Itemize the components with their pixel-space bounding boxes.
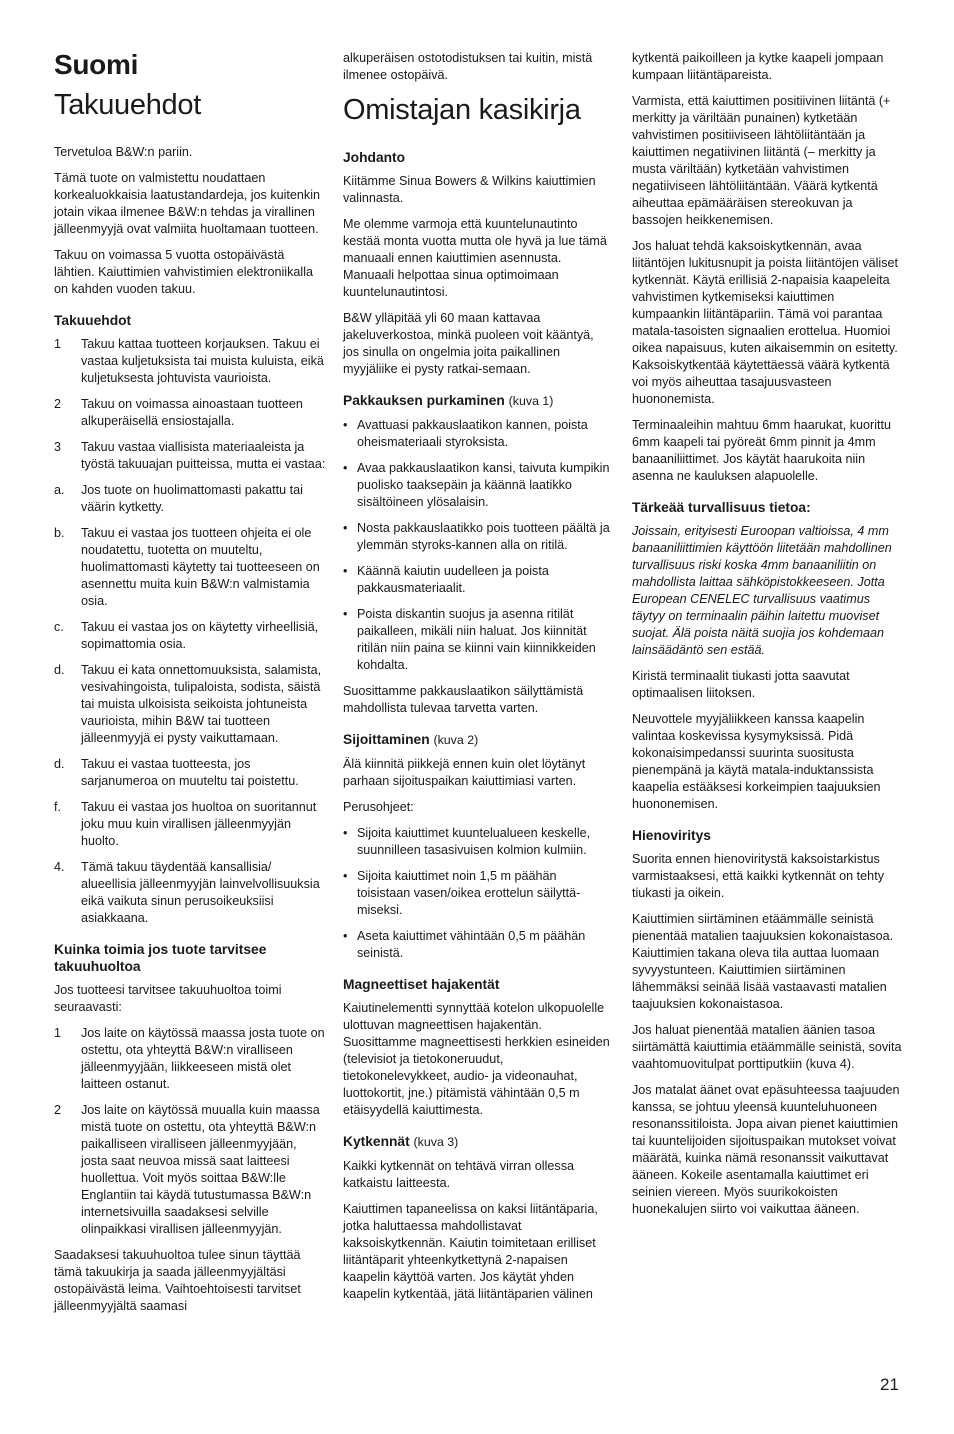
bullet-icon: • [343,564,348,578]
bullet-item [343,606,611,674]
bullet-icon: • [343,929,348,943]
item-text: Takuu ei vastaa tuotteesta, jos sarjanumeroa on muuteltu tai poistettu. [81,757,299,788]
bullet-icon: • [343,869,348,883]
item-number: 3 [54,440,62,454]
paragraph: Saadaksesi takuuhuoltoa tulee sinun täyttää tämä takuukirja ja saada jälleenmyyjältäsi ostopäivästä leima. Vaihtoehtoisesti tarvitset jälleenmyyjältä saamasi [54,1248,301,1313]
column-owners-manual [343,50,611,1312]
numbered-item [54,1025,326,1093]
item-number: d. [54,663,65,677]
numbered-item [54,482,326,516]
subsection-heading-text: Sijoittaminen [343,732,430,747]
figure-reference: (kuva 3) [413,1135,459,1149]
paragraph: Jos haluat tehdä kaksoiskytkennän, avaa liitäntöjen lukitusnupit ja poista liitäntöjen väliset kytkennät. Käytä erillisiä 2-napaisia kaapeleita vahvistimen kytkemiseksi kaiuttimen kumpaankin liitäntäpariin. Tämä voi parantaa matala-tasoisten signaalien erottelua. Huomioi oikea napaisuus, kuten aikaisemmin on esitetty. Kaksoiskytkentää käytettäessä väärä kytkentä voi myös aiheuttaa tasajuusvasteen huononemista. [632,239,899,406]
item-text: Nosta pakkauslaatikko pois tuotteen päältä ja ylemmän styroks-kannen alla on ritilä. [357,521,610,552]
paragraph: Jos tuotteesi tarvitsee takuuhuoltoa toimi seuraavasti: [54,983,282,1014]
paragraph: alkuperäisen ostotodistuksen tai kuitin, mistä ilmenee ostopäivä. [343,51,593,82]
item-text: Takuu ei vastaa jos tuotteen ohjeita ei ole noudatettu, tuotetta on muuteltu, huolimattomasti käytetty tai tuotteeseen on asennettu muita kuin B&W:n valmistamia osia. [81,526,320,608]
page-number: 21 [880,1375,899,1394]
bullet-item [343,928,611,962]
item-number: b. [54,526,65,540]
paragraph: kytkentä paikoilleen ja kytke kaapeli jompaan kumpaan liitäntäpareista. [632,51,884,82]
item-number: 1 [54,1026,62,1040]
paragraph: Kaiutinelementti synnyttää kotelon ulkopuolelle ulottuvan magneettisen hajakentän. Suosittamme magneettisesti herkkien esineiden (televisiot ja tietokoneruudut, tietokonelevykkeet, audio- ja videonauhat, luottokortit, jne.) pitämistä vähintään 0,5 m etäisyydellä kaiuttimesta. [343,1001,610,1117]
paragraph: Älä kiinnitä piikkejä ennen kuin olet löytänyt parhaan sijoituspaikan kaiuttimiasi varten. [343,757,586,788]
subsection-heading-text: Kytkennät [343,1134,410,1149]
paragraph: Perusohjeet: [343,800,414,814]
item-number: f. [54,800,61,814]
paragraph: Jos matalat äänet ovat epäsuhteessa taajuuden kanssa, se johtuu yleensä kuunteluhuoneen resonanssitiloista. Jopa aivan pienet kaiuttimien tai kuuntelijoiden sijoituspaikan mutokset voivat määrätä, kuinka nämä resonanssit vaikuttavat ääneen. Kokeile asentamalla kaiuttimet eri seinien viereen. Myös suurikokoisten huonekalujen siirto voi vaikuttaa ääneen. [632,1083,900,1216]
subsection-heading [54,312,326,329]
italic-paragraph: Joissain, erityisesti Euroopan valtioissa, 4 mm banaaniliittimien käyttöön liitetään mahdollinen turvallisuus riski koska 4mm banaaniliitin on mahdollista laittaa sähköpistokkeeseen. Jotta European CENELEC turvallisuus vaatimus täytyy on terminaalin päihin laitettu muoviset suojat. Älä poista näitä suojia jos kohdemaan lainsäädäntö sen estää. [632,524,892,657]
bullet-icon: • [343,521,348,535]
figure-reference: (kuva 2) [433,733,479,747]
numbered-item [54,799,326,850]
subsection-heading-text: Takuuehdot [54,313,132,328]
language-heading: Suomi [54,49,139,80]
item-text: Tämä takuu täydentää kansallisia/ alueellisia jälleenmyyjän lainvelvollisuuksia eikä vaikuta sinun perusoikeuksiisi asiakkaana. [81,860,320,925]
bullet-item [343,417,611,451]
paragraph: Tervetuloa B&W:n pariin. [54,145,193,159]
item-text: Takuu ei vastaa jos on käytetty virheellisiä, sopimattomia osia. [81,620,319,651]
item-text: Sijoita kaiuttimet kuuntelualueen keskelle, suunnilleen tasasivuisen kolmion kulmiin. [357,826,591,857]
item-text: Poista diskantin suojus ja asenna ritilät paikalleen, mikäli niin haluat. Jos kiinnität ritilän niin paina se kiinni vain kiinnikkeiden kohdalta. [357,607,596,672]
paragraph: Kaiuttimien siirtäminen etäämmälle seinistä pienentää matalien taajuuksien kokonaistasoa. Kaiuttimien takana oleva tila auttaa luomaan syvyystunteen. Kaiuttimien siirtäminen lähemmäksi seinää lisää vastaavasti matalien taajuuksien kokonaistasoa. [632,912,894,1011]
paragraph: Varmista, että kaiuttimen positiivinen liitäntä (+ merkitty ja väriltään punainen) kytketään vahvistimen positiiviseen lähtöliitäntään ja kaiuttimen negatiivinen liitäntä (– merkitty ja musta väriltään) kytketään vahvistimen negatiiviseen lähtöliitäntään. Väärä kytkentä aiheuttaa epämääräisen stereokuvan ja bassojen heikkenemisen. [632,94,891,227]
subsection-heading [343,1133,611,1151]
subsection-heading [54,941,326,975]
item-text: Jos tuote on huolimattomasti pakattu tai väärin kytketty. [81,483,303,514]
numbered-item [54,336,326,387]
section-title: Omistajan kasikirja [343,94,581,126]
figure-reference: (kuva 1) [508,394,554,408]
subsection-heading-text: Pakkauksen purkaminen [343,393,505,408]
item-number: d. [54,757,65,771]
item-text: Takuu vastaa viallisista materiaaleista ja työstä takuuajan puitteissa, mutta ei vastaa: [81,440,326,471]
item-text: Sijoita kaiuttimet noin 1,5 m päähän toisistaan vasen/oikea erottelun säilyttä-miseksi. [357,869,581,917]
subsection-heading-text: Hienoviritys [632,828,711,843]
item-number: a. [54,483,65,497]
item-text: Takuu kattaa tuotteen korjauksen. Takuu ei vastaa kuljetuksista tai muista kuluista, eikä kuljetuksesta johtuvista vaurioista. [81,337,324,385]
paragraph: Kiristä terminaalit tiukasti jotta saavutat optimaalisen liitoksen. [632,669,850,700]
item-number: 4. [54,860,65,874]
item-number: 2 [54,1103,62,1117]
subsection-heading [343,149,611,166]
section-title: Takuuehdot [54,89,201,121]
item-text: Takuu ei kata onnettomuuksista, salamista, vesivahingoista, tulipaloista, sodista, säistä tai muista ulkoisista seikoista johtuneista vaurioista, mihin B&W tai tuotteen jälleenmyyjä ei pysty vaikuttamaan. [81,663,322,745]
numbered-item [54,662,326,747]
item-number: 1 [54,337,62,351]
column-manual-continued [632,50,902,1227]
bullet-icon: • [343,607,348,621]
numbered-item [54,1102,326,1238]
item-number: 2 [54,397,62,411]
bullet-item [343,563,611,597]
paragraph: Me olemme varmoja että kuuntelunautinto kestää monta vuotta mutta ole hyvä ja lue tämä manuaali ennen kaiuttimien asennusta. Manuaali helpottaa sinua optimoimaan kuuntelunautintosi. [343,217,607,299]
paragraph: Kaikki kytkennät on tehtävä virran ollessa katkaistu laitteesta. [343,1159,575,1190]
numbered-item [54,525,326,610]
paragraph: Kaiuttimen tapaneelissa on kaksi liitäntäparia, jotka haluttaessa mahdollistavat kaksoiskytkennän. Kaiutin toimitetaan erilliset liitäntäparit yhteenkytkettynä 2-napaisen kaapelin käyttöä varten. Jos käytät yhden kaapelin kytkentää, jätä liitäntäparien välinen [343,1202,598,1301]
subsection-heading [343,731,611,749]
paragraph: B&W ylläpitää yli 60 maan kattavaa jakeluverkostoa, minkä puoleen voit kääntyä, jos sinulla on ongelmia joita paikallinen myyjäliike ei pysty ratkai-semaan. [343,311,594,376]
numbered-item [54,756,326,790]
subsection-heading [343,392,611,410]
numbered-item [54,619,326,653]
subsection-heading-text: Johdanto [343,150,406,165]
paragraph: Takuu on voimassa 5 vuotta ostopäivästä lähtien. Kaiuttimien vahvistimien elektroniikalla on kahden vuoden takuu. [54,248,313,296]
paragraph: Suorita ennen hienoviritystä kaksoistarkistus varmistaaksesi, että kaikki kytkennät on tehty tiukasti ja oikein. [632,852,884,900]
bullet-item [343,460,611,511]
paragraph: Kiitämme Sinua Bowers & Wilkins kaiuttimien valinnasta. [343,174,596,205]
paragraph: Tämä tuote on valmistettu noudattaen korkealuokkaisia laatustandardeja, jos kuitenkin jotain vikaa ilmenee B&W:n tehdas ja virallinen jälleenmyyjä ovat valmiita huoltamaan tuotteen. [54,171,321,236]
item-text: Avaa pakkauslaatikon kansi, taivuta kumpikin puolisko taaksepäin ja käännä laatikko sisältöineen ylösalaisin. [357,461,610,509]
bullet-item [343,520,611,554]
column-warranty [54,48,326,1324]
item-text: Takuu on voimassa ainoastaan tuotteen alkuperäisellä ensiostajalla. [81,397,303,428]
paragraph: Jos haluat pienentää matalien äänien tasoa siirtämättä kaiuttimia etäämmälle seinistä, sovita vaahtomuovitulpat porttiputkiin (kuva 4). [632,1023,902,1071]
paragraph: Terminaaleihin mahtuu 6mm haarukat, kuorittu 6mm kaapeli tai pyöreät 6mm pinnit ja 4mm banaaniliittimet. Jos käytät haarukoita niin asenna ne kauluksen alapuolelle. [632,418,891,483]
subsection-heading [632,827,902,844]
item-text: Avattuasi pakkauslaatikon kannen, poista oheismateriaali styroksista. [357,418,588,449]
bullet-icon: • [343,461,348,475]
subsection-heading-text: Tärkeää turvallisuus tietoa: [632,500,811,515]
paragraph: Neuvottele myyjäliikkeen kanssa kaapelin valintaa koskevissa kysymyksissä. Pidä kokonaisimpedanssi suurinta suositusta pienempänä ja käytä matala-induktanssista kaapelia estääksesi korkeimpien taajuuksien huononemisen. [632,712,881,811]
bullet-item [343,868,611,919]
item-text: Takuu ei vastaa jos huoltoa on suoritannut joku muu kuin virallisen jälleenmyyjän huolto. [81,800,317,848]
subsection-heading-text: Kuinka toimia jos tuote tarvitsee takuuhuoltoa [54,942,267,974]
bullet-icon: • [343,826,348,840]
subsection-heading-text: Magneettiset hajakentät [343,977,500,992]
numbered-item [54,396,326,430]
numbered-item [54,859,326,927]
item-number: c. [54,620,64,634]
item-text: Jos laite on käytössä maassa josta tuote on ostettu, ota yhteyttä B&W:n viralliseen jälleenmyyjään, liikkeeseen mistä olet laitteen ostanut. [81,1026,325,1091]
item-text: Käännä kaiutin uudelleen ja poista pakkausmateriaalit. [357,564,549,595]
item-text: Jos laite on käytössä muualla kuin maassa mistä tuote on ostettu, ota yhteyttä B&W:n paikalliseen viralliseen jälleenmyyjään, josta saat neuvoa missä saat laitteesi huollettua. Voit myös soittaa B&W:lle Englantiin tai käydä tutustumassa B&W:n internetsivuilla saadaksesi selville olinpaikkasi virallisen jälleenmyyjän. [81,1103,320,1236]
item-text: Aseta kaiuttimet vähintään 0,5 m päähän seinistä. [357,929,586,960]
subsection-heading [632,499,902,516]
paragraph: Suosittamme pakkauslaatikon säilyttämistä mahdollista tulevaa tarvetta varten. [343,684,584,715]
bullet-icon: • [343,418,348,432]
numbered-item [54,439,326,473]
subsection-heading [343,976,611,993]
bullet-item [343,825,611,859]
